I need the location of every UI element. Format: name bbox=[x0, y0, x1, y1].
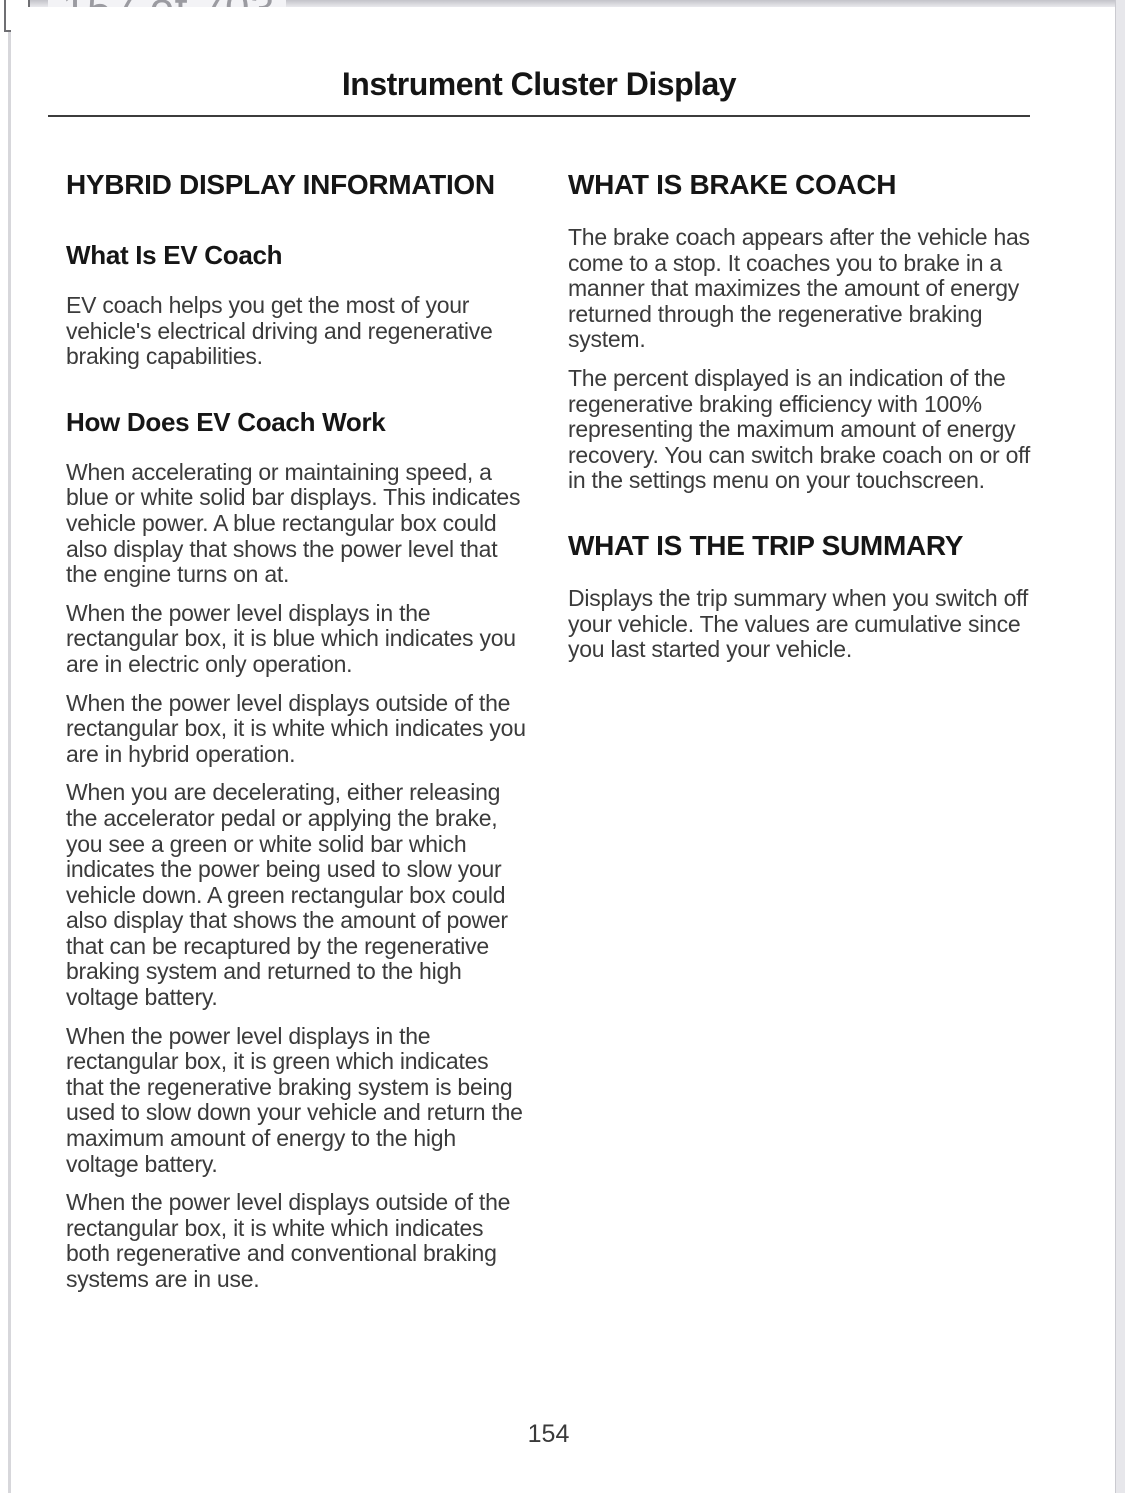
paragraph: The brake coach appears after the vehicle has come to a stop. It coaches you to brake in a manner that maximizes the amount of energy returned through the regenerative braking system. bbox=[568, 224, 1030, 353]
subheading-how-does-ev-coach-work: How Does EV Coach Work bbox=[66, 406, 386, 437]
left-column bbox=[66, 167, 526, 1306]
document-page[interactable] bbox=[11, 7, 1115, 1493]
subheading-what-is-ev-coach: What Is EV Coach bbox=[66, 240, 283, 270]
paragraph: When the power level displays in the rectangular box, it is blue which indicates you are in electric only operation. bbox=[66, 599, 516, 677]
section-heading-hybrid-display-information: HYBRID DISPLAY INFORMATION bbox=[66, 169, 495, 200]
document-header bbox=[48, 65, 1030, 117]
two-column-layout bbox=[11, 117, 1115, 1306]
paragraph: When you are decelerating, either releasing the accelerator pedal or applying the brake, you see a green or white solid bar which indicates the power being used to slow your vehicle down. A green rectangular box could also display that shows the amount of power that can be recaptured by the regenerative braking system and returned to the high voltage battery. bbox=[66, 779, 508, 1011]
page-stack-edge bbox=[1115, 0, 1125, 1493]
page-number: 154 bbox=[527, 1420, 570, 1448]
paragraph: The percent displayed is an indication of the regenerative braking efficiency with 100% representing the maximum amount of energy recovery. You can switch brake coach on or off in the settings menu on your touchscreen. bbox=[568, 364, 1030, 494]
paragraph: Displays the trip summary when you switch off your vehicle. The values are cumulative since you last started your vehicle. bbox=[568, 584, 1029, 663]
section-heading-what-is-brake-coach: WHAT IS BRAKE COACH bbox=[568, 169, 897, 200]
paragraph: When the power level displays outside of the rectangular box, it is white which indicates you are in hybrid operation. bbox=[66, 689, 526, 767]
section-heading-what-is-the-trip-summary: WHAT IS THE TRIP SUMMARY bbox=[568, 529, 964, 561]
page-title: Instrument Cluster Display bbox=[341, 66, 737, 102]
paragraph: When the power level displays outside of the rectangular box, it is white which indicates both regenerative and conventional braking systems are in use. bbox=[66, 1189, 511, 1292]
right-column bbox=[568, 167, 1030, 1306]
paragraph: When accelerating or maintaining speed, a blue or white solid bar displays. This indicates vehicle power. A blue rectangular box could also display that shows the power level that the engine turns on at. bbox=[66, 458, 521, 588]
paragraph: When the power level displays in the rectangular box, it is green which indicates that the regenerative braking system is being used to slow down your vehicle and return the maximum amount of energy to the high voltage battery. bbox=[66, 1022, 523, 1177]
paragraph: EV coach helps you get the most of your vehicle's electrical driving and regenerative braking capabilities. bbox=[66, 292, 493, 370]
